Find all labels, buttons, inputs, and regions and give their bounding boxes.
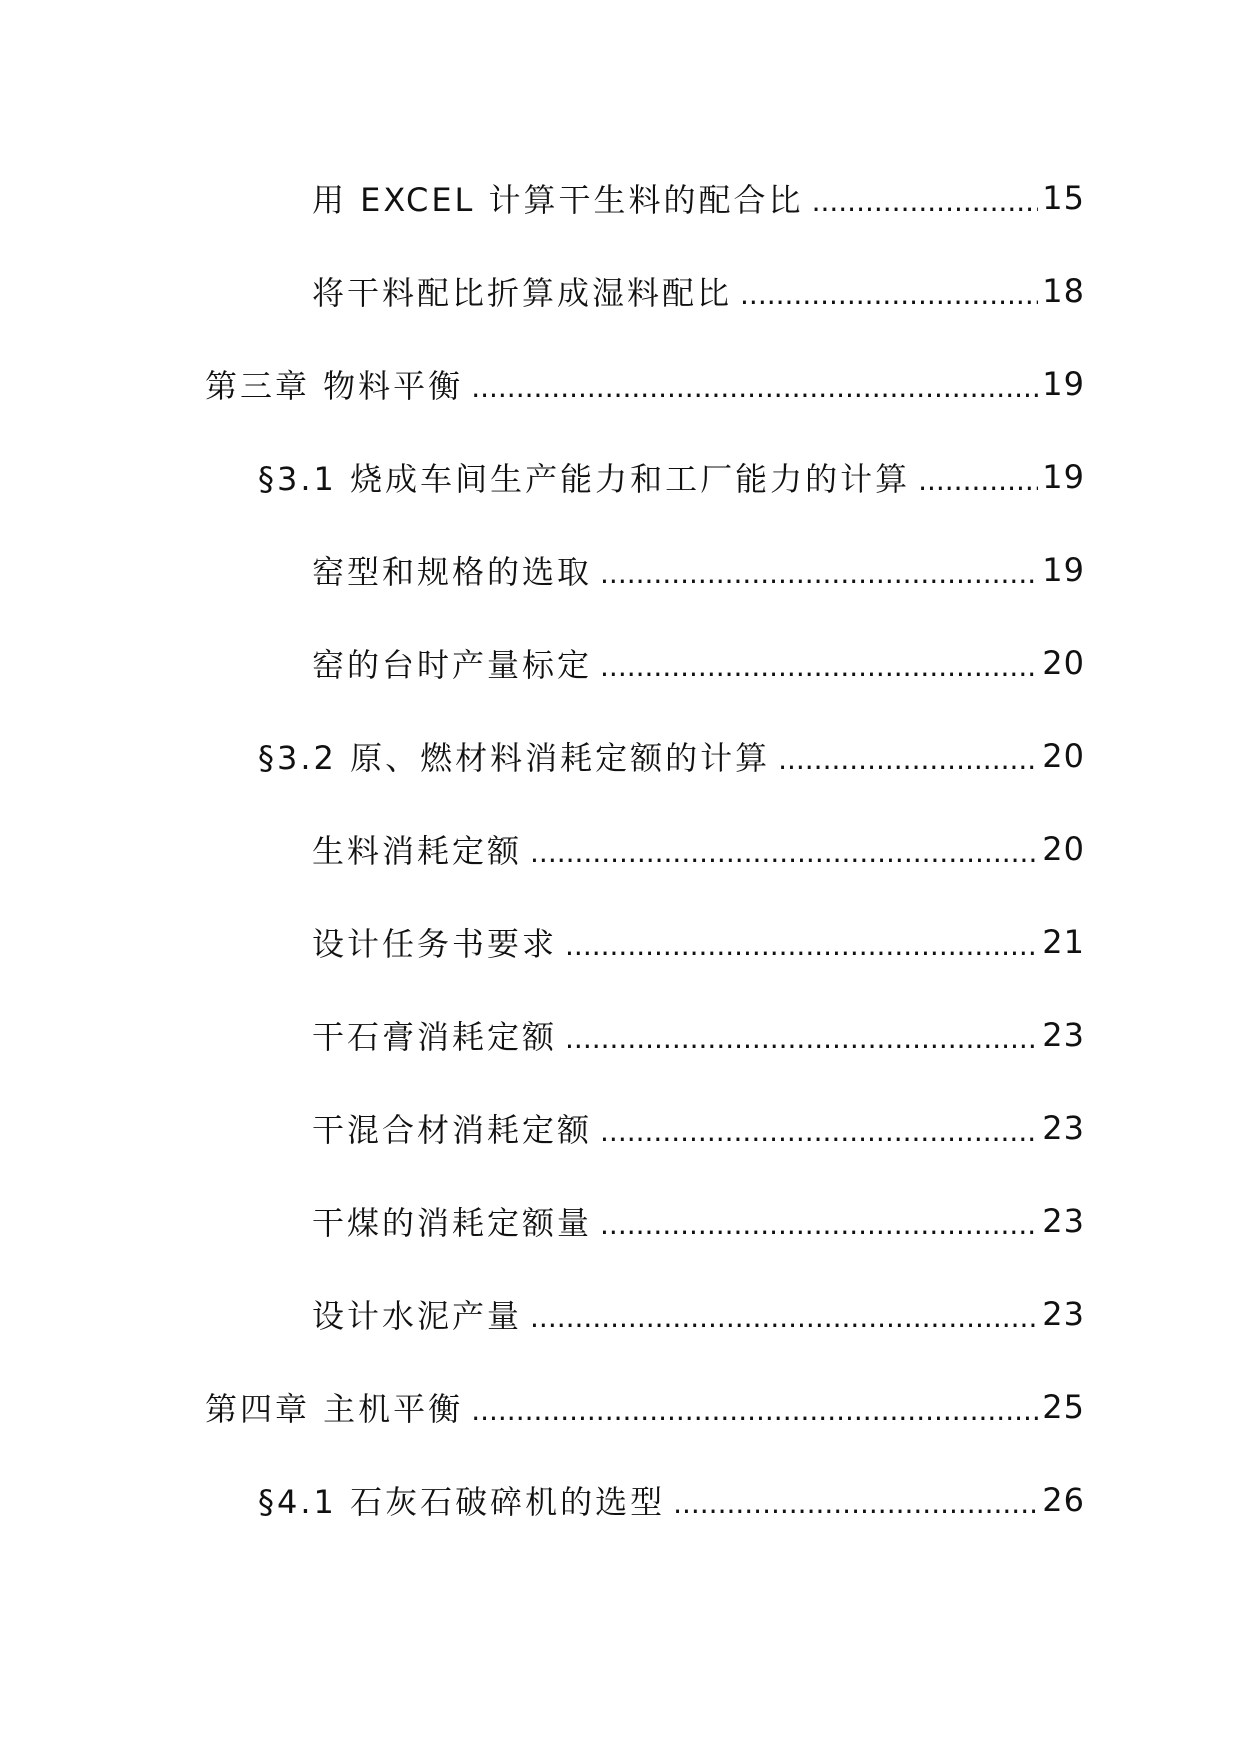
dot-leader <box>471 1397 1038 1425</box>
toc-entry[interactable] <box>312 1191 1085 1251</box>
toc-entry[interactable] <box>312 633 1085 693</box>
dot-leader <box>530 839 1038 867</box>
toc-entry-page: 26 <box>1042 1481 1085 1519</box>
toc-entry-page: 20 <box>1042 737 1085 775</box>
toc-entry-title: 窑型和规格的选取 <box>312 553 593 591</box>
toc-entry-title: 生料消耗定额 <box>312 832 523 870</box>
toc-entry-title: 第三章 物料平衡 <box>205 367 464 405</box>
toc-entry-page: 25 <box>1042 1388 1085 1426</box>
dot-leader <box>673 1490 1038 1518</box>
toc-entry-title: 干石膏消耗定额 <box>312 1018 558 1056</box>
toc-entry-title: §3.1 烧成车间生产能力和工厂能力的计算 <box>258 460 911 498</box>
toc-entry-page: 15 <box>1042 179 1085 217</box>
toc-entry-title: 窑的台时产量标定 <box>312 646 593 684</box>
dot-leader <box>530 1304 1038 1332</box>
toc-entry-title: §4.1 石灰石破碎机的选型 <box>258 1483 666 1521</box>
toc-entry-page: 20 <box>1042 644 1085 682</box>
toc-entry[interactable] <box>312 1098 1085 1158</box>
dot-leader <box>812 188 1039 216</box>
toc-entry-page: 20 <box>1042 830 1085 868</box>
dot-leader <box>600 560 1038 588</box>
toc-entry-title: §3.2 原、燃材料消耗定额的计算 <box>258 739 771 777</box>
dot-leader <box>565 932 1038 960</box>
toc-entry[interactable] <box>205 354 1085 414</box>
toc-entry[interactable] <box>312 261 1085 321</box>
toc-entry-page: 23 <box>1042 1109 1085 1147</box>
toc-entry-title: 第四章 主机平衡 <box>205 1390 464 1428</box>
toc-entry[interactable] <box>258 447 1085 507</box>
toc-entry-page: 23 <box>1042 1202 1085 1240</box>
toc-entry-title: 将干料配比折算成湿料配比 <box>312 274 733 312</box>
toc-entry[interactable] <box>312 168 1085 228</box>
dot-leader <box>778 746 1038 774</box>
dot-leader <box>600 653 1038 681</box>
dot-leader <box>471 374 1038 402</box>
toc-entry-page: 23 <box>1042 1295 1085 1333</box>
toc-entry-title: 干混合材消耗定额 <box>312 1111 593 1149</box>
toc-entry[interactable] <box>312 819 1085 879</box>
toc-entry[interactable] <box>312 1284 1085 1344</box>
toc-entry[interactable] <box>312 540 1085 600</box>
toc-entry-title: 设计水泥产量 <box>312 1297 523 1335</box>
dot-leader <box>918 467 1038 495</box>
toc-entry[interactable] <box>258 1470 1085 1530</box>
toc-entry-page: 21 <box>1042 923 1085 961</box>
toc-entry-page: 23 <box>1042 1016 1085 1054</box>
dot-leader <box>565 1025 1038 1053</box>
toc-entry[interactable] <box>312 1005 1085 1065</box>
toc-entry-title: 用 EXCEL 计算干生料的配合比 <box>312 181 804 219</box>
toc-entry-page: 18 <box>1042 272 1085 310</box>
toc-entry[interactable] <box>258 726 1085 786</box>
dot-leader <box>600 1211 1038 1239</box>
toc-entry[interactable] <box>312 912 1085 972</box>
toc-entry-page: 19 <box>1042 458 1085 496</box>
toc-entry-title: 干煤的消耗定额量 <box>312 1204 593 1242</box>
toc-entry[interactable] <box>205 1377 1085 1437</box>
dot-leader <box>600 1118 1038 1146</box>
dot-leader <box>740 281 1038 309</box>
toc-entry-page: 19 <box>1042 551 1085 589</box>
toc-entry-page: 19 <box>1042 365 1085 403</box>
toc-entry-title: 设计任务书要求 <box>312 925 558 963</box>
